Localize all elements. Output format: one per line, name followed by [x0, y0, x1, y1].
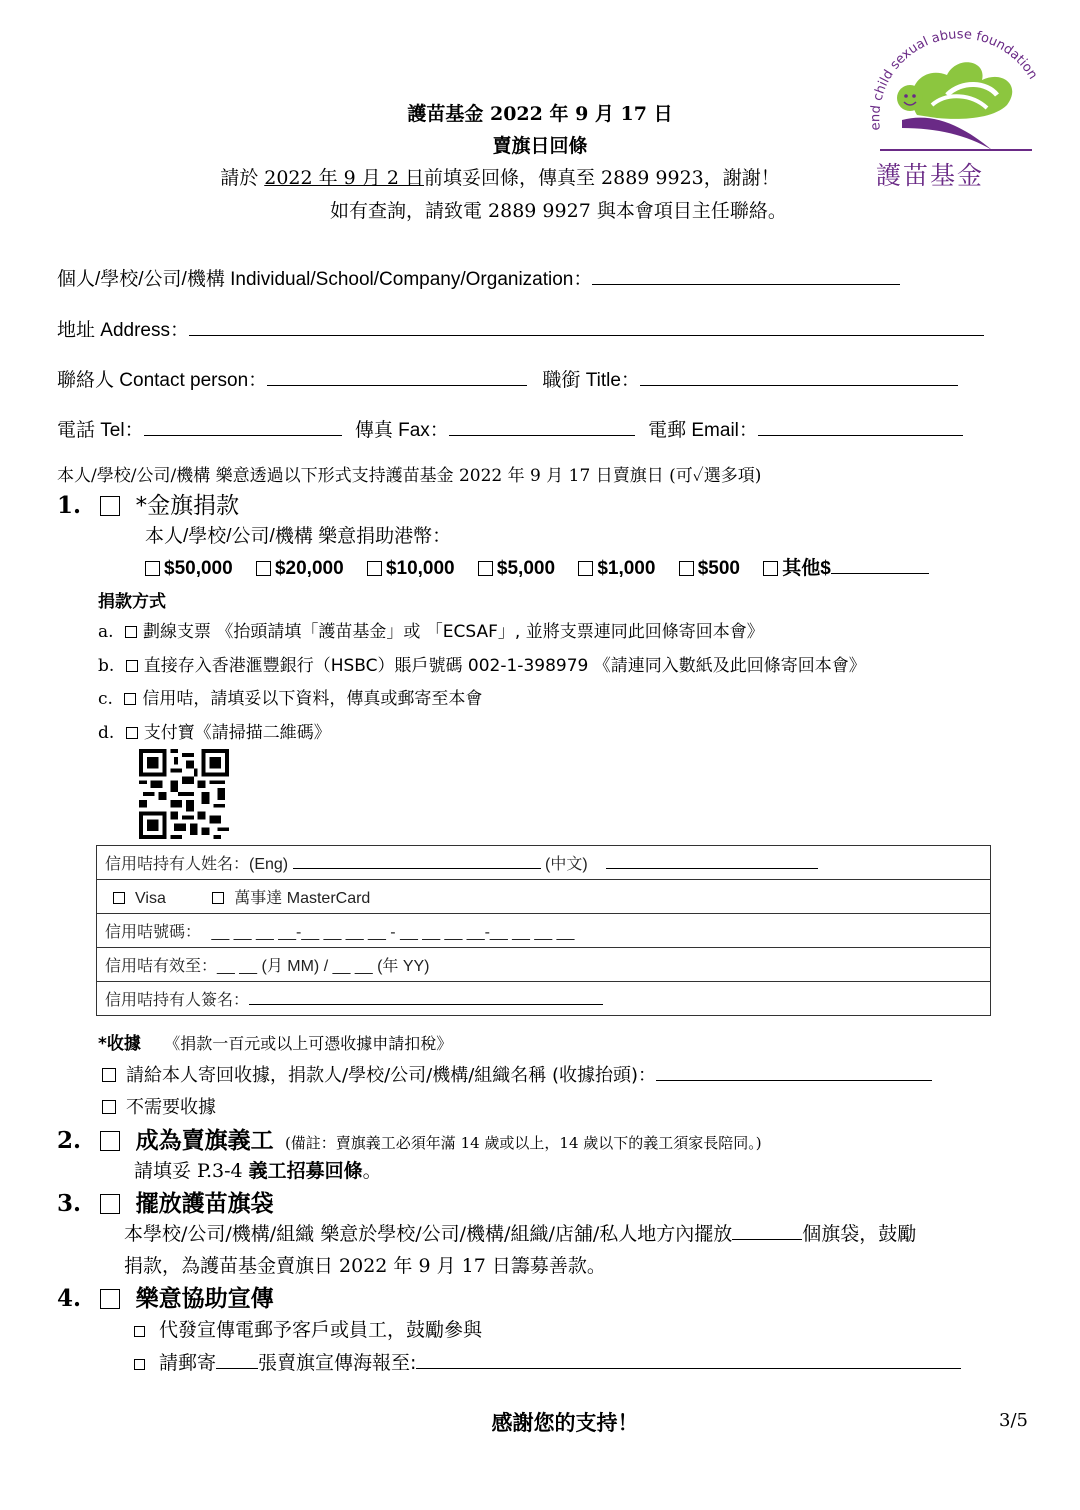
- visa-label: Visa: [135, 890, 166, 907]
- amount-options: [145, 553, 929, 580]
- page-title: 護苗基金 2022 年 9 月 17 日: [407, 103, 673, 125]
- section3-text-part2: 個旗袋，鼓勵: [802, 1223, 917, 1245]
- section3-number: 3.: [57, 1190, 82, 1217]
- section2-heading: [57, 1122, 762, 1155]
- deadline-line: [0, 163, 1000, 190]
- thanks-text: 感謝您的支持！: [491, 1411, 639, 1435]
- section4-number: 4.: [57, 1285, 82, 1312]
- section3-text-line2: 捐款，為護苗基金賣旗日 2022 年 9 月 17 日籌募善款。: [124, 1255, 606, 1277]
- payment-b-text: 直接存入香港滙豐銀行（HSBC）賬戶號碼 002-1-398979 《請連同入數紙及此回條寄回本會》: [143, 656, 866, 676]
- amount-label: $50,000: [164, 558, 233, 579]
- title-input[interactable]: [640, 367, 958, 386]
- section3-text-part1: 本學校/公司/機構/組織 樂意於學校/公司/機構/組織/店舖/私人地方內擺放: [124, 1223, 733, 1245]
- payment-b-letter: b.: [98, 656, 115, 676]
- receipt-option2-checkbox[interactable]: [102, 1100, 116, 1114]
- payment-d-letter: d.: [98, 723, 115, 743]
- table-row: [97, 982, 991, 1016]
- deadline-prefix: 請於: [220, 167, 265, 189]
- receipt-option-2[interactable]: [102, 1093, 216, 1119]
- amount-label: $5,000: [496, 558, 556, 579]
- payment-a-letter: a.: [98, 622, 114, 642]
- payment-a-text: 劃線支票 《抬頭請填「護苗基金」或 「ECSAF」, 並將支票連同此回條寄回本會》: [142, 622, 764, 642]
- section2-checkbox[interactable]: [100, 1131, 120, 1151]
- page-number: 3/5: [999, 1410, 1028, 1431]
- contact-field: [57, 365, 958, 392]
- amount-option-other[interactable]: [763, 558, 929, 579]
- section1-title: *金旗捐款: [135, 493, 240, 519]
- address-input[interactable]: [189, 317, 984, 336]
- section2-note: (備註：賣旗義工必須年滿 14 歲或以上，14 歲以下的義工須家長陪同。): [284, 1134, 762, 1152]
- card-expiry-cell[interactable]: [97, 948, 991, 982]
- address-field: [57, 315, 984, 342]
- section4-option2-checkbox[interactable]: [134, 1359, 145, 1370]
- flag-bag-count-input[interactable]: [732, 1221, 802, 1240]
- section3-title: 擺放護苗旗袋: [135, 1191, 274, 1217]
- payment-heading: 捐款方式: [98, 592, 166, 612]
- receipt-option2-text: 不需要收據: [126, 1097, 216, 1118]
- amount-option[interactable]: [367, 558, 455, 579]
- amount-label: $20,000: [274, 558, 344, 579]
- payment-c-checkbox[interactable]: [124, 693, 136, 705]
- poster-count-input[interactable]: [216, 1350, 258, 1369]
- amount-option[interactable]: [478, 558, 555, 579]
- payment-d-checkbox[interactable]: [126, 727, 138, 739]
- alipay-qr-code: [138, 749, 230, 839]
- amount-other-label: 其他$: [782, 558, 831, 579]
- receipt-heading-line: [98, 1029, 452, 1054]
- address-label: 地址 Address：: [57, 320, 189, 341]
- fax-label: 傳真 Fax：: [354, 420, 449, 441]
- card-holder-label: 信用咭持有人姓名：(Eng): [105, 856, 289, 873]
- amount-label: $500: [697, 558, 740, 579]
- payment-c-text: 信用咭，請填妥以下資料，傳真或郵寄至本會: [142, 689, 483, 709]
- intro-text: 本人/學校/公司/機構 樂意透過以下形式支持護苗基金 2022 年 9 月 17 日賣旗日 (可✓選多項): [57, 466, 762, 486]
- visa-checkbox[interactable]: [113, 892, 125, 904]
- section2-instruction-suffix: 。: [362, 1160, 382, 1182]
- logo-name: 護苗基金: [876, 161, 985, 190]
- card-signature-label: 信用咭持有人簽名：: [105, 992, 250, 1009]
- card-expiry-label: 信用咭有效至：__ __ (月 MM) / __ __ (年 YY): [105, 958, 430, 975]
- card-holder-cell[interactable]: [97, 846, 991, 880]
- table-row: [97, 948, 991, 982]
- mastercard-label: 萬事達 MasterCard: [234, 890, 371, 907]
- receipt-option1-checkbox[interactable]: [102, 1068, 116, 1082]
- card-holder-chinese-label: (中文): [545, 856, 588, 873]
- section3-checkbox[interactable]: [100, 1194, 120, 1214]
- tel-fax-email-field: [57, 415, 963, 442]
- amount-checkbox[interactable]: [256, 561, 271, 576]
- tel-input[interactable]: [144, 417, 342, 436]
- deadline-suffix: 前填妥回條，傳真至 2889 9923，謝謝！: [423, 167, 780, 189]
- payment-option-b[interactable]: [98, 651, 866, 676]
- section4-option2-prefix: 請郵寄: [159, 1352, 217, 1374]
- card-signature-input[interactable]: [249, 990, 603, 1005]
- card-holder-eng-input[interactable]: [293, 854, 541, 869]
- section4-title: 樂意協助宣傳: [135, 1286, 274, 1312]
- section4-heading: [57, 1280, 274, 1313]
- section2-instruction-bold: 義工招募回條: [248, 1160, 363, 1182]
- receipt-option-1[interactable]: [102, 1061, 932, 1087]
- amount-option[interactable]: [256, 558, 344, 579]
- payment-a-checkbox[interactable]: [125, 626, 137, 638]
- receipt-name-input[interactable]: [656, 1062, 932, 1081]
- poster-address-input[interactable]: [416, 1350, 961, 1369]
- organization-field: [57, 264, 900, 291]
- credit-card-table: [96, 845, 991, 1016]
- amount-other-input[interactable]: [831, 555, 929, 574]
- amount-label: $1,000: [597, 558, 656, 579]
- qr-code-graphic: [138, 749, 230, 839]
- card-number-label: 信用咭號碼：: [105, 924, 202, 941]
- section4-option1-checkbox[interactable]: [134, 1326, 145, 1337]
- amount-checkbox[interactable]: [145, 561, 160, 576]
- section4-checkbox[interactable]: [100, 1289, 120, 1309]
- amount-checkbox[interactable]: [478, 561, 493, 576]
- table-row: [97, 846, 991, 880]
- section1-heading: [57, 487, 239, 520]
- organization-label: 個人/學校/公司/機構 Individual/School/Company/Organization：: [57, 269, 593, 290]
- tel-label: 電話 Tel：: [57, 420, 144, 441]
- card-number-cell[interactable]: [97, 914, 991, 948]
- amount-checkbox-other[interactable]: [763, 561, 778, 576]
- section4-option-2[interactable]: [134, 1348, 961, 1375]
- payment-c-letter: c.: [98, 689, 113, 709]
- email-input[interactable]: [758, 417, 963, 436]
- title-label: 職銜 Title：: [542, 370, 640, 391]
- payment-option-a[interactable]: [98, 617, 764, 642]
- section3-text-line1: [124, 1219, 916, 1246]
- enquiry-line: 如有查詢，請致電 2889 9927 與本會項目主任聯絡。: [330, 200, 787, 222]
- contact-input[interactable]: [267, 367, 527, 386]
- section1-number: 1.: [57, 492, 82, 519]
- payment-b-checkbox[interactable]: [126, 660, 138, 672]
- section2-instruction: [134, 1156, 382, 1183]
- amount-option[interactable]: [145, 558, 233, 579]
- amount-option[interactable]: [679, 558, 740, 579]
- organization-input[interactable]: [592, 266, 900, 285]
- card-type-cell: [97, 880, 991, 914]
- payment-d-text: 支付寶《請掃描二維碼》: [143, 723, 331, 743]
- section1-checkbox[interactable]: [100, 496, 120, 516]
- mastercard-checkbox[interactable]: [212, 892, 224, 904]
- receipt-option1-text: 請給本人寄回收據，捐款人/學校/公司/機構/組織名稱 (收據抬頭)：: [126, 1065, 657, 1086]
- table-row: [97, 880, 991, 914]
- amount-label: $10,000: [385, 558, 455, 579]
- logo-arc-text: end child sexual abuse foundation: [868, 27, 1041, 132]
- email-label: 電郵 Email：: [648, 420, 758, 441]
- section4-option-1[interactable]: [134, 1315, 482, 1342]
- card-number-mask: __ __ __ __-__ __ __ __ - __ __ __ __-__ __ __ __: [211, 924, 575, 941]
- contact-label: 聯絡人 Contact person：: [57, 370, 268, 391]
- section4-option1-text: 代發宣傳電郵予客戶或員工，鼓勵參與: [159, 1319, 483, 1341]
- amount-checkbox[interactable]: [679, 561, 694, 576]
- amount-checkbox[interactable]: [578, 561, 593, 576]
- card-signature-cell[interactable]: [97, 982, 991, 1016]
- amount-checkbox[interactable]: [367, 561, 382, 576]
- section4-option2-mid: 張賣旗宣傳海報至:: [258, 1352, 417, 1374]
- page-subtitle: 賣旗日回條: [492, 135, 588, 157]
- table-row: [97, 914, 991, 948]
- deadline-date: 2022 年 9 月 2 日: [264, 167, 424, 189]
- receipt-note: 《捐款一百元或以上可憑收據申請扣稅》: [164, 1034, 453, 1053]
- receipt-heading: *收據: [98, 1034, 141, 1054]
- section2-title: 成為賣旗義工: [135, 1128, 274, 1154]
- section3-heading: [57, 1185, 274, 1218]
- fax-input[interactable]: [449, 417, 635, 436]
- payment-option-c[interactable]: [98, 684, 482, 709]
- card-holder-chinese-input[interactable]: [606, 854, 818, 869]
- section2-instruction-prefix: 請填妥 P.3-4: [134, 1160, 249, 1182]
- pledge-text: 本人/學校/公司/機構 樂意捐助港幣：: [145, 526, 452, 547]
- section2-number: 2.: [57, 1127, 82, 1154]
- payment-option-d[interactable]: [98, 718, 331, 743]
- amount-option[interactable]: [578, 558, 655, 579]
